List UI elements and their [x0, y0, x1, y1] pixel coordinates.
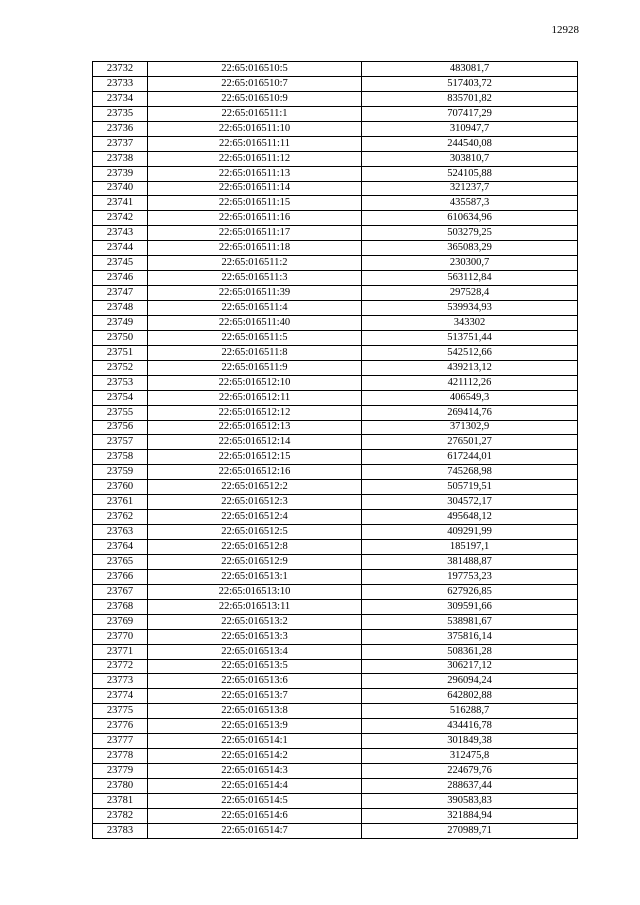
cadastral-value-cell: 513751,44	[362, 330, 578, 345]
table-row	[93, 420, 578, 435]
table-row	[93, 793, 578, 808]
table-row	[93, 764, 578, 779]
cadastral-number-cell: 22:65:016511:13	[148, 166, 362, 181]
table-row	[93, 674, 578, 689]
table-row	[93, 719, 578, 734]
row-number-cell: 23766	[93, 569, 148, 584]
table-row	[93, 584, 578, 599]
cadastral-value-cell: 835701,82	[362, 91, 578, 106]
cadastral-value-cell: 276501,27	[362, 435, 578, 450]
cadastral-number-cell: 22:65:016511:40	[148, 315, 362, 330]
cadastral-value-cell: 421112,26	[362, 375, 578, 390]
row-number-cell: 23774	[93, 689, 148, 704]
table-row	[93, 166, 578, 181]
cadastral-number-cell: 22:65:016510:5	[148, 62, 362, 77]
row-number-cell: 23781	[93, 793, 148, 808]
cadastral-value-cell: 244540,08	[362, 136, 578, 151]
cadastral-number-cell: 22:65:016513:10	[148, 584, 362, 599]
cadastral-number-cell: 22:65:016512:8	[148, 540, 362, 555]
row-number-cell: 23771	[93, 644, 148, 659]
cadastral-value-cell: 321884,94	[362, 808, 578, 823]
row-number-cell: 23764	[93, 540, 148, 555]
cadastral-number-cell: 22:65:016511:12	[148, 151, 362, 166]
row-number-cell: 23770	[93, 629, 148, 644]
cadastral-value-cell: 297528,4	[362, 286, 578, 301]
cadastral-value-cell: 288637,44	[362, 779, 578, 794]
cadastral-value-cell: 617244,01	[362, 450, 578, 465]
cadastral-value-cell: 371302,9	[362, 420, 578, 435]
cadastral-number-cell: 22:65:016512:14	[148, 435, 362, 450]
table-row	[93, 196, 578, 211]
cadastral-number-cell: 22:65:016511:14	[148, 181, 362, 196]
table-row	[93, 241, 578, 256]
table-row	[93, 689, 578, 704]
table-row	[93, 599, 578, 614]
table-row	[93, 181, 578, 196]
table-row	[93, 465, 578, 480]
cadastral-value-cell: 306217,12	[362, 659, 578, 674]
table-row	[93, 495, 578, 510]
row-number-cell: 23779	[93, 764, 148, 779]
row-number-cell: 23758	[93, 450, 148, 465]
row-number-cell: 23754	[93, 390, 148, 405]
cadastral-number-cell: 22:65:016514:6	[148, 808, 362, 823]
cadastral-number-cell: 22:65:016511:8	[148, 345, 362, 360]
row-number-cell: 23777	[93, 734, 148, 749]
row-number-cell: 23767	[93, 584, 148, 599]
row-number-cell: 23750	[93, 330, 148, 345]
cadastral-number-cell: 22:65:016512:2	[148, 480, 362, 495]
cadastral-value-cell: 627926,85	[362, 584, 578, 599]
cadastral-number-cell: 22:65:016514:5	[148, 793, 362, 808]
cadastral-number-cell: 22:65:016514:4	[148, 779, 362, 794]
cadastral-value-table	[92, 61, 578, 839]
row-number-cell: 23752	[93, 360, 148, 375]
cadastral-number-cell: 22:65:016512:5	[148, 525, 362, 540]
table-row	[93, 569, 578, 584]
cadastral-number-cell: 22:65:016510:9	[148, 91, 362, 106]
cadastral-value-cell: 270989,71	[362, 823, 578, 838]
cadastral-number-cell: 22:65:016512:16	[148, 465, 362, 480]
table-row	[93, 734, 578, 749]
table-row	[93, 823, 578, 838]
cadastral-number-cell: 22:65:016513:6	[148, 674, 362, 689]
cadastral-value-cell: 375816,14	[362, 629, 578, 644]
cadastral-value-cell: 185197,1	[362, 540, 578, 555]
cadastral-number-cell: 22:65:016513:4	[148, 644, 362, 659]
row-number-cell: 23783	[93, 823, 148, 838]
cadastral-number-cell: 22:65:016511:11	[148, 136, 362, 151]
cadastral-number-cell: 22:65:016513:2	[148, 614, 362, 629]
row-number-cell: 23737	[93, 136, 148, 151]
cadastral-number-cell: 22:65:016511:2	[148, 256, 362, 271]
row-number-cell: 23776	[93, 719, 148, 734]
table-row	[93, 76, 578, 91]
row-number-cell: 23745	[93, 256, 148, 271]
cadastral-number-cell: 22:65:016514:3	[148, 764, 362, 779]
table-row	[93, 540, 578, 555]
row-number-cell: 23747	[93, 286, 148, 301]
cadastral-number-cell: 22:65:016514:7	[148, 823, 362, 838]
cadastral-value-cell: 312475,8	[362, 749, 578, 764]
row-number-cell: 23748	[93, 301, 148, 316]
cadastral-number-cell: 22:65:016513:7	[148, 689, 362, 704]
row-number-cell: 23769	[93, 614, 148, 629]
cadastral-value-cell: 563112,84	[362, 271, 578, 286]
row-number-cell: 23768	[93, 599, 148, 614]
cadastral-value-cell: 224679,76	[362, 764, 578, 779]
table-row	[93, 390, 578, 405]
cadastral-number-cell: 22:65:016511:15	[148, 196, 362, 211]
table-row	[93, 808, 578, 823]
cadastral-number-cell: 22:65:016511:3	[148, 271, 362, 286]
table-row	[93, 629, 578, 644]
row-number-cell: 23733	[93, 76, 148, 91]
cadastral-number-cell: 22:65:016512:11	[148, 390, 362, 405]
table-row	[93, 286, 578, 301]
row-number-cell: 23778	[93, 749, 148, 764]
cadastral-value-cell: 516288,7	[362, 704, 578, 719]
cadastral-value-cell: 321237,7	[362, 181, 578, 196]
cadastral-value-cell: 505719,51	[362, 480, 578, 495]
cadastral-value-cell: 381488,87	[362, 554, 578, 569]
row-number-cell: 23760	[93, 480, 148, 495]
cadastral-value-cell: 495648,12	[362, 510, 578, 525]
row-number-cell: 23782	[93, 808, 148, 823]
cadastral-number-cell: 22:65:016512:15	[148, 450, 362, 465]
cadastral-value-cell: 707417,29	[362, 106, 578, 121]
table-row	[93, 749, 578, 764]
cadastral-number-cell: 22:65:016511:5	[148, 330, 362, 345]
cadastral-value-cell: 409291,99	[362, 525, 578, 540]
page-number: 12928	[551, 24, 579, 36]
cadastral-number-cell: 22:65:016512:3	[148, 495, 362, 510]
cadastral-value-cell: 390583,83	[362, 793, 578, 808]
cadastral-value-cell: 365083,29	[362, 241, 578, 256]
cadastral-value-cell: 542512,66	[362, 345, 578, 360]
row-number-cell: 23753	[93, 375, 148, 390]
table-row	[93, 405, 578, 420]
row-number-cell: 23763	[93, 525, 148, 540]
row-number-cell: 23773	[93, 674, 148, 689]
table-row	[93, 659, 578, 674]
row-number-cell: 23742	[93, 211, 148, 226]
cadastral-value-cell: 439213,12	[362, 360, 578, 375]
row-number-cell: 23749	[93, 315, 148, 330]
row-number-cell: 23756	[93, 420, 148, 435]
row-number-cell: 23732	[93, 62, 148, 77]
row-number-cell: 23759	[93, 465, 148, 480]
row-number-cell: 23746	[93, 271, 148, 286]
cadastral-value-cell: 301849,38	[362, 734, 578, 749]
cadastral-number-cell: 22:65:016513:9	[148, 719, 362, 734]
row-number-cell: 23740	[93, 181, 148, 196]
cadastral-value-cell: 304572,17	[362, 495, 578, 510]
row-number-cell: 23762	[93, 510, 148, 525]
row-number-cell: 23757	[93, 435, 148, 450]
cadastral-number-cell: 22:65:016514:2	[148, 749, 362, 764]
cadastral-value-cell: 269414,76	[362, 405, 578, 420]
cadastral-number-cell: 22:65:016512:13	[148, 420, 362, 435]
cadastral-value-cell: 503279,25	[362, 226, 578, 241]
table-row	[93, 91, 578, 106]
row-number-cell: 23736	[93, 121, 148, 136]
cadastral-number-cell: 22:65:016511:1	[148, 106, 362, 121]
cadastral-number-cell: 22:65:016513:5	[148, 659, 362, 674]
table-row	[93, 301, 578, 316]
table-row	[93, 256, 578, 271]
cadastral-value-cell: 310947,7	[362, 121, 578, 136]
table-row	[93, 106, 578, 121]
cadastral-number-cell: 22:65:016511:39	[148, 286, 362, 301]
cadastral-value-cell: 517403,72	[362, 76, 578, 91]
row-number-cell: 23744	[93, 241, 148, 256]
table-row	[93, 554, 578, 569]
table-row	[93, 136, 578, 151]
row-number-cell: 23761	[93, 495, 148, 510]
table-row	[93, 525, 578, 540]
cadastral-value-cell: 197753,23	[362, 569, 578, 584]
cadastral-number-cell: 22:65:016511:16	[148, 211, 362, 226]
table-row	[93, 345, 578, 360]
table-row	[93, 151, 578, 166]
table-row	[93, 226, 578, 241]
cadastral-number-cell: 22:65:016513:11	[148, 599, 362, 614]
row-number-cell: 23755	[93, 405, 148, 420]
cadastral-number-cell: 22:65:016513:8	[148, 704, 362, 719]
table-row	[93, 330, 578, 345]
row-number-cell: 23739	[93, 166, 148, 181]
cadastral-value-cell: 610634,96	[362, 211, 578, 226]
cadastral-value-cell: 343302	[362, 315, 578, 330]
table-row	[93, 510, 578, 525]
row-number-cell: 23734	[93, 91, 148, 106]
cadastral-value-cell: 406549,3	[362, 390, 578, 405]
cadastral-value-cell: 296094,24	[362, 674, 578, 689]
table-row	[93, 121, 578, 136]
cadastral-value-cell: 303810,7	[362, 151, 578, 166]
table-row	[93, 62, 578, 77]
cadastral-number-cell: 22:65:016512:4	[148, 510, 362, 525]
cadastral-value-cell: 642802,88	[362, 689, 578, 704]
table-row	[93, 779, 578, 794]
cadastral-number-cell: 22:65:016514:1	[148, 734, 362, 749]
cadastral-number-cell: 22:65:016511:4	[148, 301, 362, 316]
cadastral-value-cell: 309591,66	[362, 599, 578, 614]
cadastral-number-cell: 22:65:016512:12	[148, 405, 362, 420]
cadastral-number-cell: 22:65:016512:10	[148, 375, 362, 390]
row-number-cell: 23775	[93, 704, 148, 719]
cadastral-value-cell: 524105,88	[362, 166, 578, 181]
row-number-cell: 23735	[93, 106, 148, 121]
table-row	[93, 704, 578, 719]
row-number-cell: 23738	[93, 151, 148, 166]
cadastral-value-cell: 435587,3	[362, 196, 578, 211]
table-body	[93, 62, 578, 839]
cadastral-value-cell: 483081,7	[362, 62, 578, 77]
cadastral-value-cell: 745268,98	[362, 465, 578, 480]
cadastral-value-cell: 508361,28	[362, 644, 578, 659]
cadastral-number-cell: 22:65:016511:9	[148, 360, 362, 375]
table-row	[93, 375, 578, 390]
cadastral-value-cell: 539934,93	[362, 301, 578, 316]
cadastral-value-cell: 230300,7	[362, 256, 578, 271]
table-row	[93, 614, 578, 629]
table-row	[93, 360, 578, 375]
cadastral-number-cell: 22:65:016513:1	[148, 569, 362, 584]
row-number-cell: 23765	[93, 554, 148, 569]
row-number-cell: 23780	[93, 779, 148, 794]
table-row	[93, 435, 578, 450]
cadastral-number-cell: 22:65:016510:7	[148, 76, 362, 91]
row-number-cell: 23751	[93, 345, 148, 360]
table-row	[93, 315, 578, 330]
cadastral-value-cell: 538981,67	[362, 614, 578, 629]
cadastral-number-cell: 22:65:016512:9	[148, 554, 362, 569]
row-number-cell: 23772	[93, 659, 148, 674]
table-row	[93, 271, 578, 286]
cadastral-number-cell: 22:65:016513:3	[148, 629, 362, 644]
table-row	[93, 211, 578, 226]
table-row	[93, 480, 578, 495]
table-row	[93, 644, 578, 659]
row-number-cell: 23743	[93, 226, 148, 241]
cadastral-number-cell: 22:65:016511:17	[148, 226, 362, 241]
cadastral-number-cell: 22:65:016511:10	[148, 121, 362, 136]
table-row	[93, 450, 578, 465]
cadastral-value-cell: 434416,78	[362, 719, 578, 734]
cadastral-number-cell: 22:65:016511:18	[148, 241, 362, 256]
row-number-cell: 23741	[93, 196, 148, 211]
